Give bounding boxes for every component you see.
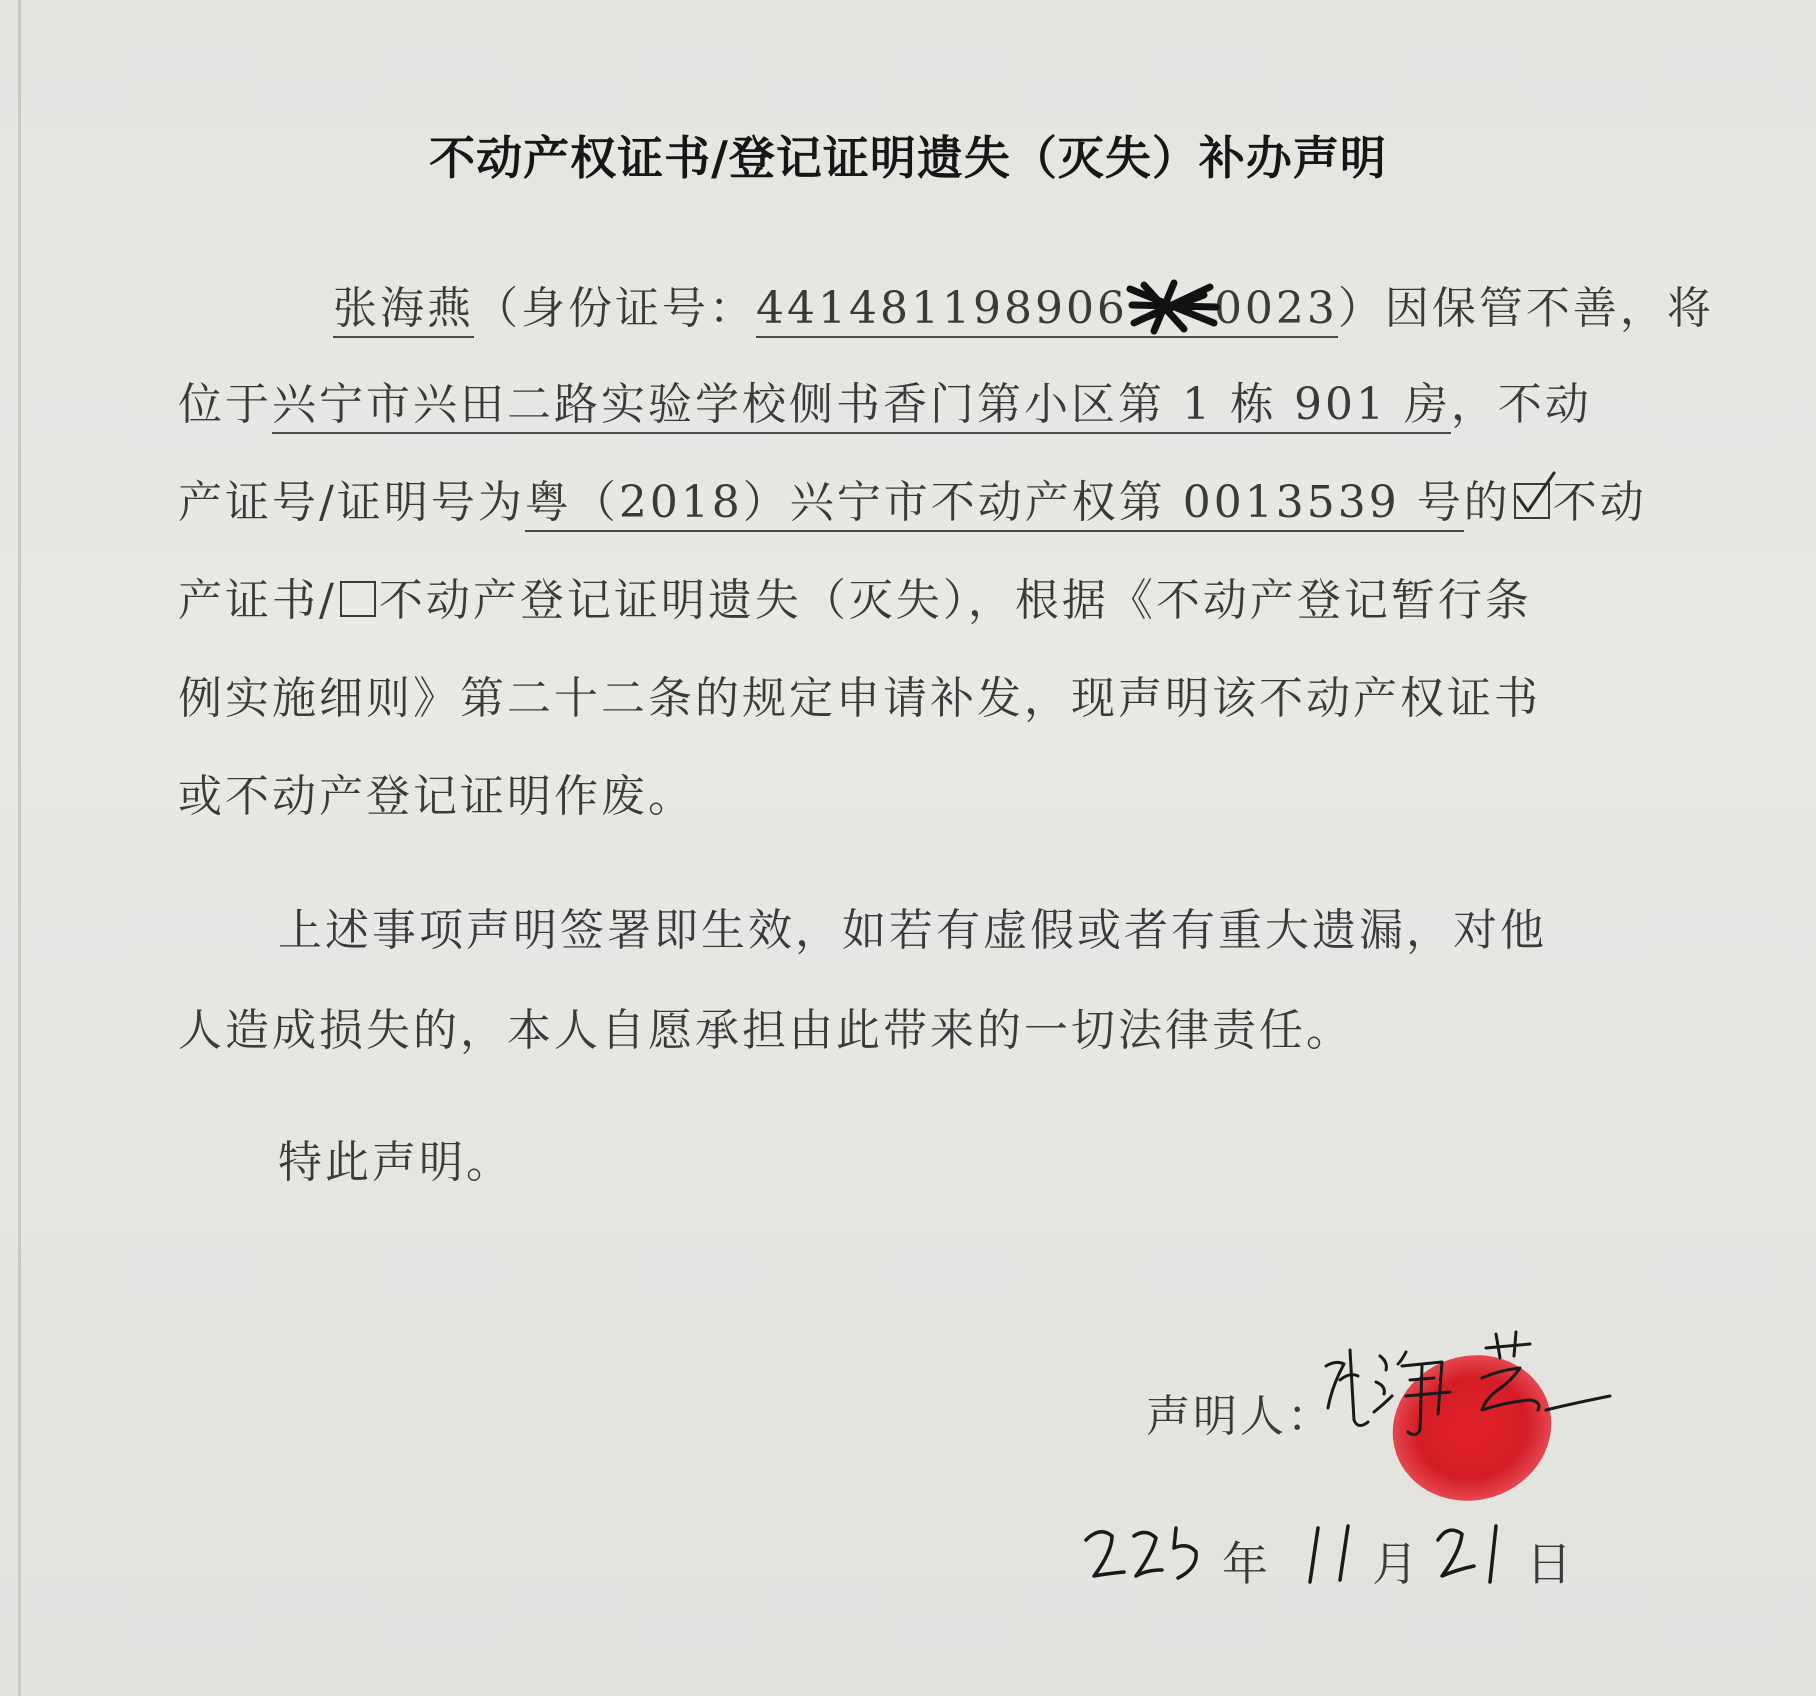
- handwritten-month-icon: [1298, 1520, 1368, 1590]
- month-unit: 月: [1372, 1537, 1418, 1591]
- para1-line6: 或不动产登记证明作废。: [178, 771, 695, 822]
- checkmark-icon: [1510, 471, 1558, 519]
- redaction-scribble: [1128, 287, 1214, 327]
- year-unit: 年: [1222, 1537, 1268, 1591]
- para2-line1: 上述事项声明签署即生效，如若有虚假或者有重大遗漏，对他: [278, 905, 1547, 956]
- para2-line2: 人造成损失的，本人自愿承担由此带来的一切法律责任。: [178, 1005, 1353, 1056]
- id-label: （身份证号：: [474, 283, 756, 334]
- handwritten-day-icon: [1430, 1516, 1520, 1596]
- para1-line2: 位于兴宁市兴田二路实验学校侧书香门第小区第 1 栋 901 房，不动: [178, 368, 1592, 432]
- id-number-part1: 441481198906: [756, 283, 1128, 334]
- property-address: 兴宁市兴田二路实验学校侧书香门第小区第 1 栋 901 房: [272, 379, 1451, 434]
- para1-line4: 产证书/ 不动产登记证明遗失（灭失），根据《不动产登记暂行条: [178, 575, 1532, 626]
- handwritten-signature-icon: [1310, 1310, 1620, 1460]
- date-row: [1080, 1510, 1600, 1600]
- para1-line1: [333, 272, 1714, 336]
- handwritten-year-icon: [1080, 1518, 1220, 1598]
- document-title: 不动产权证书/登记证明遗失（灭失）补办声明: [429, 131, 1387, 185]
- reason-text: ）因保管不善，将: [1337, 283, 1714, 334]
- para1-line3: 产证号/证明号为粤（2018）兴宁市不动产权第 0013539 号的 不动: [178, 466, 1647, 530]
- id-number-part2: 0023: [1213, 283, 1338, 334]
- para1-line5: 例实施细则》第二十二条的规定申请补发，现声明该不动产权证书: [178, 673, 1541, 724]
- page-edge-shadow: [18, 0, 21, 1696]
- declarant-name: 张海燕: [333, 283, 474, 338]
- day-unit: 日: [1526, 1537, 1572, 1591]
- closing-statement: 特此声明。: [278, 1137, 513, 1188]
- signature-label: 声明人：: [1146, 1391, 1334, 1442]
- id-number: [756, 283, 1338, 338]
- certificate-number: 粤（2018）兴宁市不动产权第 0013539 号: [525, 477, 1464, 532]
- checkbox-certificate-checked: [1514, 483, 1550, 519]
- checkbox-registration-unchecked: [340, 581, 376, 617]
